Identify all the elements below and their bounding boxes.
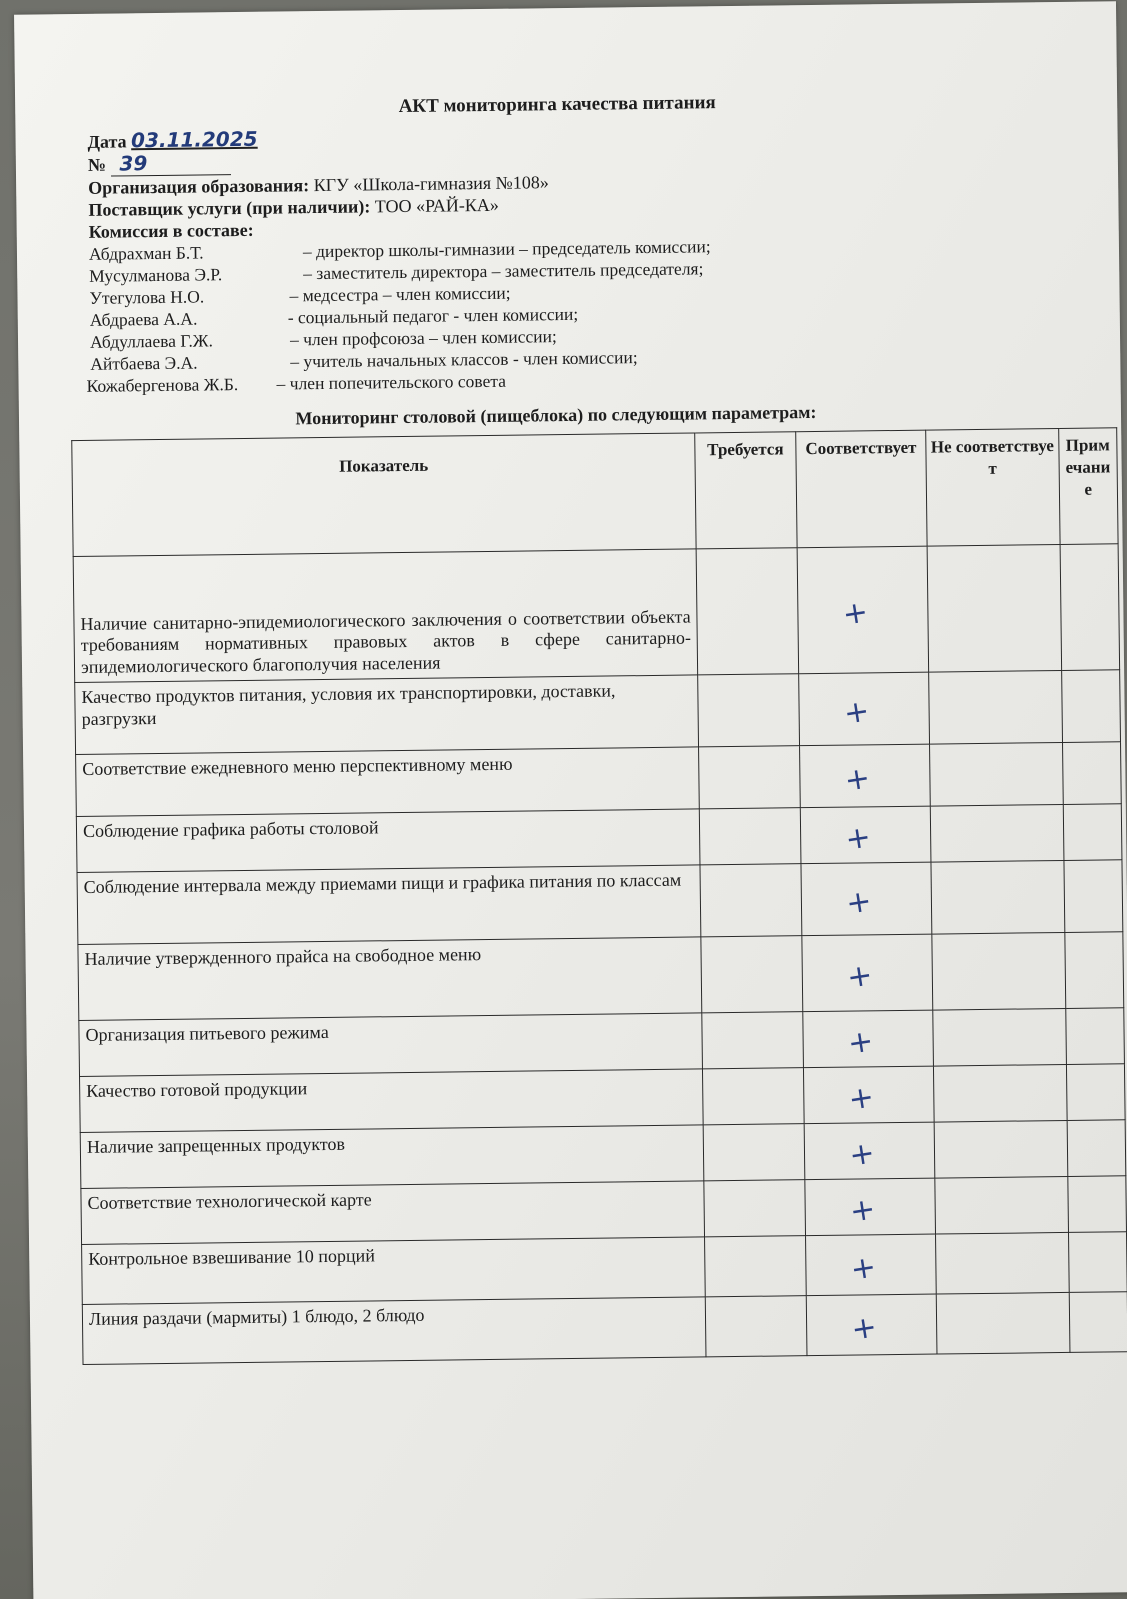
document-title: АКТ мониторинга качества питания bbox=[398, 92, 716, 118]
cell-not-complies bbox=[935, 1176, 1068, 1234]
header-complies: Соответствует bbox=[796, 430, 928, 548]
cell-required bbox=[704, 1180, 805, 1237]
member-role: – заместитель директора – заместитель председателя; bbox=[303, 258, 704, 284]
cell-required bbox=[701, 936, 803, 1013]
header-indicator: Показатель bbox=[72, 433, 697, 557]
cell-complies bbox=[806, 1294, 937, 1356]
row-indicator: Качество готовой продукции bbox=[80, 1069, 704, 1133]
cell-note bbox=[1063, 804, 1122, 861]
header-required: Требуется bbox=[695, 432, 797, 549]
cell-not-complies bbox=[931, 860, 1064, 934]
organization-label: Организация образования: bbox=[88, 175, 310, 198]
cell-complies bbox=[805, 1234, 936, 1296]
checkmark-plus-icon: + bbox=[847, 1190, 878, 1230]
row-indicator: Наличие санитарно-эпидемиологического заключения о соответствии объекта требованиям нормативных правовых актов в сфере санитарно-эпидемиологического благополучия населения bbox=[73, 549, 698, 683]
cell-not-complies bbox=[930, 742, 1063, 806]
member-name: Абдраева А.А. bbox=[89, 308, 198, 330]
number-label: № bbox=[87, 154, 107, 175]
document-sheet bbox=[14, 1, 1127, 1599]
checkmark-plus-icon: + bbox=[844, 956, 875, 996]
member-name: Абдуллаева Г.Ж. bbox=[89, 330, 214, 352]
row-indicator: Качество продуктов питания, условия их транспортировки, доставки, разгрузки bbox=[75, 675, 699, 755]
cell-not-complies bbox=[933, 1008, 1066, 1066]
checkmark-plus-icon: + bbox=[842, 818, 873, 858]
table-row bbox=[73, 544, 1119, 683]
cell-required bbox=[700, 864, 802, 937]
checkmark-plus-icon: + bbox=[846, 1134, 877, 1174]
monitoring-table bbox=[71, 427, 1127, 1365]
cell-note bbox=[1062, 742, 1121, 805]
date-value: 03.11.2025 bbox=[130, 126, 258, 153]
member-role: – учитель начальных классов - член комиссии; bbox=[290, 347, 638, 372]
header-not-complies: Не соответствует bbox=[926, 429, 1060, 547]
cell-complies bbox=[798, 672, 929, 746]
table-header-row bbox=[72, 428, 1118, 557]
cell-note bbox=[1061, 670, 1120, 743]
section-title: Мониторинг столовой (пищеблока) по следующим параметрам: bbox=[295, 401, 817, 429]
number-value: 39 bbox=[119, 151, 148, 176]
cell-not-complies bbox=[936, 1232, 1069, 1294]
cell-required bbox=[703, 1068, 804, 1125]
cell-note bbox=[1067, 1176, 1126, 1233]
organization-value: КГУ «Школа-гимназия №108» bbox=[313, 172, 549, 196]
cell-not-complies bbox=[927, 544, 1061, 672]
cell-not-complies bbox=[929, 670, 1062, 744]
row-indicator: Наличие утвержденного прайса на свободное меню bbox=[78, 937, 702, 1021]
cell-note bbox=[1066, 1064, 1125, 1121]
member-role: - социальный педагог - член комиссии; bbox=[287, 303, 579, 328]
number-underline bbox=[110, 151, 230, 176]
cell-note bbox=[1068, 1232, 1127, 1293]
cell-required bbox=[705, 1236, 806, 1297]
cell-complies bbox=[797, 546, 929, 674]
cell-not-complies bbox=[930, 804, 1063, 862]
checkmark-plus-icon: + bbox=[848, 1248, 879, 1288]
cell-not-complies bbox=[936, 1292, 1069, 1354]
checkmark-plus-icon: + bbox=[842, 759, 873, 799]
checkmark-plus-icon: + bbox=[848, 1308, 879, 1348]
supplier-value: ТОО «РАЙ-КА» bbox=[374, 194, 499, 217]
cell-not-complies bbox=[934, 1064, 1067, 1122]
row-indicator: Соблюдение интервала между приемами пищи и графика питания по классам bbox=[77, 865, 701, 945]
cell-required bbox=[705, 1296, 806, 1357]
member-role: – член профсоюза – член комиссии; bbox=[289, 326, 557, 350]
cell-complies bbox=[803, 1066, 934, 1124]
cell-required bbox=[698, 674, 800, 747]
cell-note bbox=[1060, 544, 1120, 671]
cell-complies bbox=[805, 1178, 936, 1236]
member-name: Утегулова Н.О. bbox=[89, 286, 205, 308]
row-indicator: Соблюдение графика работы столовой bbox=[76, 809, 700, 873]
member-role: – медсестра – член комиссии; bbox=[289, 282, 511, 306]
checkmark-plus-icon: + bbox=[845, 1022, 876, 1062]
cell-note bbox=[1064, 860, 1123, 933]
cell-complies bbox=[803, 1010, 934, 1068]
member-role: – директор школы-гимназии – председатель комиссии; bbox=[302, 236, 711, 262]
cell-complies bbox=[801, 862, 932, 936]
checkmark-plus-icon: + bbox=[841, 692, 872, 732]
table-row bbox=[78, 932, 1124, 1021]
cell-note bbox=[1065, 932, 1124, 1009]
member-role: – член попечительского совета bbox=[276, 370, 507, 394]
member-name: Кожабергенова Ж.Б. bbox=[86, 374, 239, 396]
checkmark-plus-icon: + bbox=[843, 882, 874, 922]
date-label: Дата bbox=[87, 131, 127, 152]
commission-members bbox=[86, 231, 1091, 397]
cell-note bbox=[1065, 1008, 1124, 1065]
table-row bbox=[75, 670, 1121, 755]
document-content bbox=[80, 88, 1111, 1365]
row-indicator: Соответствие ежедневного меню перспективному меню bbox=[76, 747, 700, 817]
cell-complies bbox=[799, 744, 930, 808]
row-indicator: Линия раздачи (мармиты) 1 блюдо, 2 блюдо bbox=[82, 1297, 706, 1365]
member-name: Мусулманова Э.Р. bbox=[89, 264, 223, 286]
checkmark-plus-icon: + bbox=[845, 1078, 877, 1118]
cell-not-complies bbox=[934, 1120, 1067, 1178]
cell-required bbox=[699, 808, 800, 865]
member-name: Абдрахман Б.Т. bbox=[88, 242, 204, 264]
row-indicator: Наличие запрещенных продуктов bbox=[80, 1125, 704, 1189]
supplier-label: Поставщик услуги (при наличии): bbox=[88, 196, 371, 220]
member-name: Айтбаева Э.А. bbox=[90, 352, 198, 374]
cell-required bbox=[696, 548, 798, 675]
commission-label: Комиссия в составе: bbox=[88, 219, 254, 242]
cell-note bbox=[1069, 1292, 1127, 1353]
row-indicator: Соответствие технологической карте bbox=[81, 1181, 705, 1245]
cell-required bbox=[703, 1124, 804, 1181]
cell-required bbox=[702, 1012, 803, 1069]
table-row bbox=[77, 860, 1123, 945]
cell-note bbox=[1067, 1120, 1126, 1177]
cell-complies bbox=[802, 934, 933, 1012]
cell-required bbox=[699, 746, 800, 809]
header-note: Примечание bbox=[1058, 428, 1118, 545]
checkmark-plus-icon: + bbox=[840, 593, 871, 633]
table-row bbox=[82, 1292, 1127, 1365]
cell-not-complies bbox=[932, 932, 1065, 1010]
row-indicator: Контрольное взвешивание 10 порций bbox=[82, 1237, 706, 1305]
cell-complies bbox=[800, 806, 931, 864]
row-indicator: Организация питьевого режима bbox=[79, 1013, 703, 1077]
cell-complies bbox=[804, 1122, 935, 1180]
